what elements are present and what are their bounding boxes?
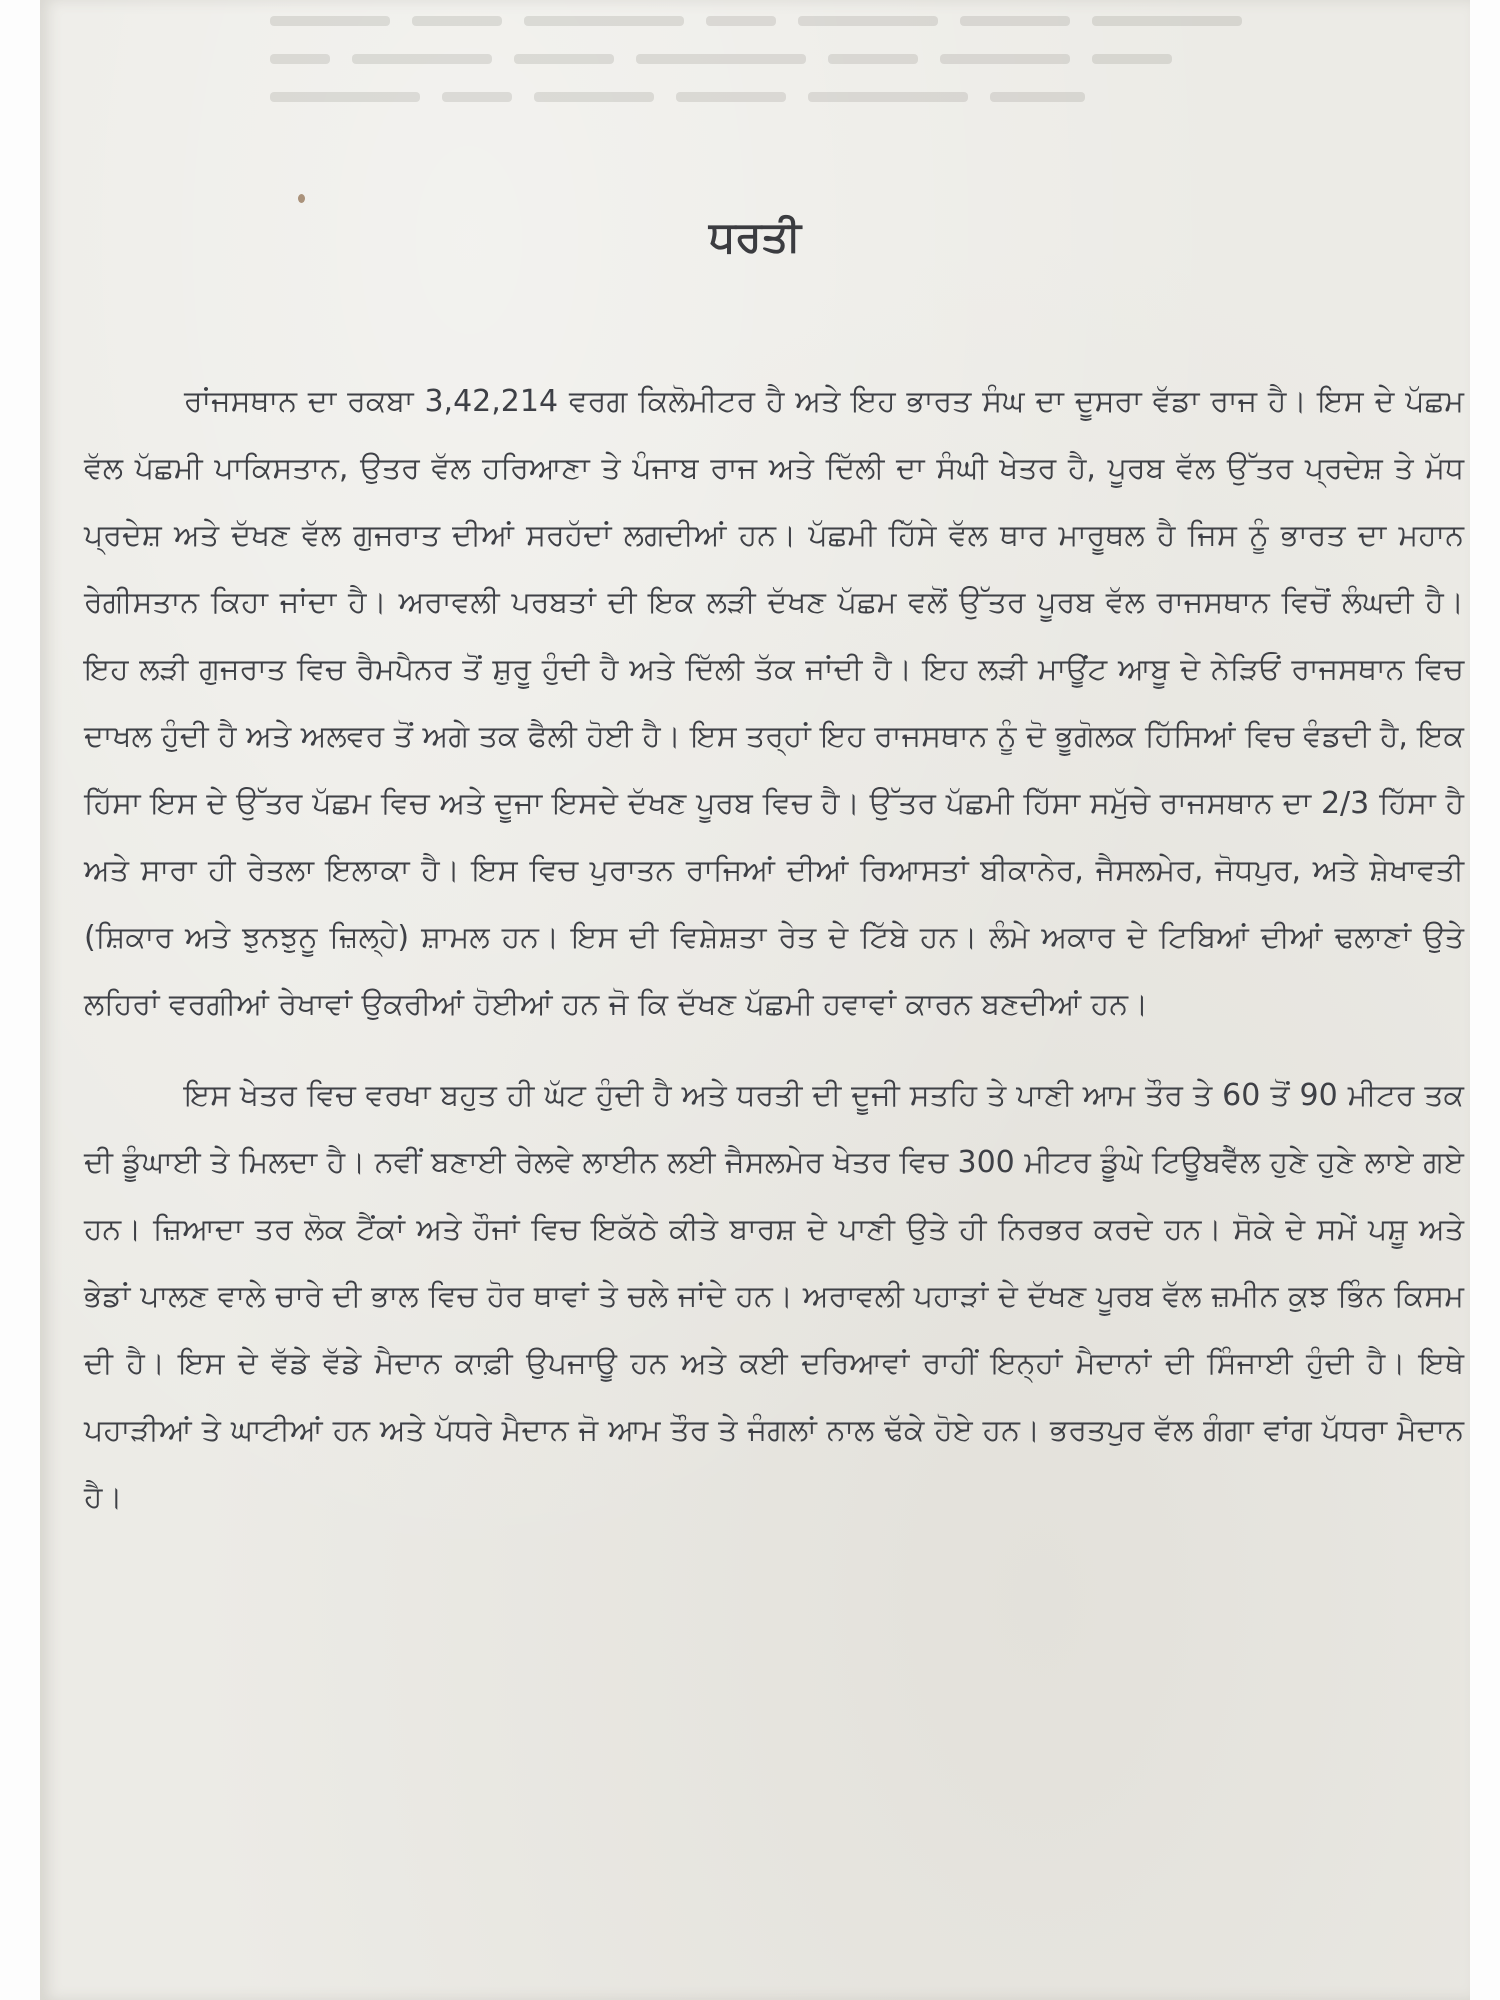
body-text (84, 368, 1464, 1531)
show-through-text (40, 0, 1470, 140)
paragraph: ਇਸ ਖੇਤਰ ਵਿਚ ਵਰਖਾ ਬਹੁਤ ਹੀ ਘੱਟ ਹੁੰਦੀ ਹੈ ਅਤੇ ਧਰਤੀ ਦੀ ਦੂਜੀ ਸਤਹਿ ਤੇ ਪਾਣੀ ਆਮ ਤੌਰ ਤੇ 60 ਤੋਂ 90 ਮੀਟਰ ਤਕ ਦੀ ਡੂੰਘਾਈ ਤੇ ਮਿਲਦਾ ਹੈ। ਨਵੀਂ ਬਣਾਈ ਰੇਲਵੇ ਲਾਈਨ ਲਈ ਜੈਸਲਮੇਰ ਖੇਤਰ ਵਿਚ 300 ਮੀਟਰ ਡੂੰਘੇ ਟਿਊਬਵੈੱਲ ਹੁਣੇ ਹੁਣੇ ਲਾਏ ਗਏ ਹਨ। ਜ਼ਿਆਦਾ ਤਰ ਲੋਕ ਟੈਂਕਾਂ ਅਤੇ ਹੌਜਾਂ ਵਿਚ ਇਕੱਠੇ ਕੀਤੇ ਬਾਰਸ਼ ਦੇ ਪਾਣੀ ਉਤੇ ਹੀ ਨਿਰਭਰ ਕਰਦੇ ਹਨ। ਸੋਕੇ ਦੇ ਸਮੇਂ ਪਸ਼ੂ ਅਤੇ ਭੇਡਾਂ ਪਾਲਣ ਵਾਲੇ ਚਾਰੇ ਦੀ ਭਾਲ ਵਿਚ ਹੋਰ ਥਾਵਾਂ ਤੇ ਚਲੇ ਜਾਂਦੇ ਹਨ। ਅਰਾਵਲੀ ਪਹਾੜਾਂ ਦੇ ਦੱਖਣ ਪੂਰਬ ਵੱਲ ਜ਼ਮੀਨ ਕੁਝ ਭਿੰਨ ਕਿਸਮ ਦੀ ਹੈ। ਇਸ ਦੇ ਵੱਡੇ ਵੱਡੇ ਮੈਦਾਨ ਕਾਫ਼ੀ ਉਪਜਾਊ ਹਨ ਅਤੇ ਕਈ ਦਰਿਆਵਾਂ ਰਾਹੀਂ ਇਨ੍ਹਾਂ ਮੈਦਾਨਾਂ ਦੀ ਸਿੰਜਾਈ ਹੁੰਦੀ ਹੈ। ਇਥੇ ਪਹਾੜੀਆਂ ਤੇ ਘਾਟੀਆਂ ਹਨ ਅਤੇ ਪੱਧਰੇ ਮੈਦਾਨ ਜੋ ਆਮ ਤੌਰ ਤੇ ਜੰਗਲਾਂ ਨਾਲ ਢੱਕੇ ਹੋਏ ਹਨ। ਭਰਤਪੁਰ ਵੱਲ ਗੰਗਾ ਵਾਂਗ ਪੱਧਰਾ ਮੈਦਾਨ ਹੈ। (84, 1078, 1464, 1515)
book-page (40, 0, 1470, 2000)
paper-speck (298, 194, 305, 203)
page-title: ਧਰਤੀ (708, 212, 802, 261)
paragraph: ਰਾਂਜਸਥਾਨ ਦਾ ਰਕਬਾ 3,42,214 ਵਰਗ ਕਿਲੋਮੀਟਰ ਹੈ ਅਤੇ ਇਹ ਭਾਰਤ ਸੰਘ ਦਾ ਦੂਸਰਾ ਵੱਡਾ ਰਾਜ ਹੈ। ਇਸ ਦੇ ਪੱਛਮ ਵੱਲ ਪੱਛਮੀ ਪਾਕਿਸਤਾਨ, ਉਤਰ ਵੱਲ ਹਰਿਆਣਾ ਤੇ ਪੰਜਾਬ ਰਾਜ ਅਤੇ ਦਿੱਲੀ ਦਾ ਸੰਘੀ ਖੇਤਰ ਹੈ, ਪੂਰਬ ਵੱਲ ਉੱਤਰ ਪ੍ਰਦੇਸ਼ ਤੇ ਮੱਧ ਪ੍ਰਦੇਸ਼ ਅਤੇ ਦੱਖਣ ਵੱਲ ਗੁਜਰਾਤ ਦੀਆਂ ਸਰਹੱਦਾਂ ਲਗਦੀਆਂ ਹਨ। ਪੱਛਮੀ ਹਿੱਸੇ ਵੱਲ ਥਾਰ ਮਾਰੂਥਲ ਹੈ ਜਿਸ ਨੂੰ ਭਾਰਤ ਦਾ ਮਹਾਨ ਰੇਗੀਸਤਾਨ ਕਿਹਾ ਜਾਂਦਾ ਹੈ। ਅਰਾਵਲੀ ਪਰਬਤਾਂ ਦੀ ਇਕ ਲੜੀ ਦੱਖਣ ਪੱਛਮ ਵਲੋਂ ਉੱਤਰ ਪੂਰਬ ਵੱਲ ਰਾਜਸਥਾਨ ਵਿਚੋਂ ਲੰਘਦੀ ਹੈ। ਇਹ ਲੜੀ ਗੁਜਰਾਤ ਵਿਚ ਰੈਮਪੈਨਰ ਤੋਂ ਸ਼ੁਰੂ ਹੁੰਦੀ ਹੈ ਅਤੇ ਦਿੱਲੀ ਤੱਕ ਜਾਂਦੀ ਹੈ। ਇਹ ਲੜੀ ਮਾਊਂਟ ਆਬੂ ਦੇ ਨੇੜਿਓਂ ਰਾਜਸਥਾਨ ਵਿਚ ਦਾਖਲ ਹੁੰਦੀ ਹੈ ਅਤੇ ਅਲਵਰ ਤੋਂ ਅਗੇ ਤਕ ਫੈਲੀ ਹੋਈ ਹੈ। ਇਸ ਤਰ੍ਹਾਂ ਇਹ ਰਾਜਸਥਾਨ ਨੂੰ ਦੋ ਭੂਗੋਲਕ ਹਿੱਸਿਆਂ ਵਿਚ ਵੰਡਦੀ ਹੈ, ਇਕ ਹਿੱਸਾ ਇਸ ਦੇ ਉੱਤਰ ਪੱਛਮ ਵਿਚ ਅਤੇ ਦੂਜਾ ਇਸਦੇ ਦੱਖਣ ਪੂਰਬ ਵਿਚ ਹੈ। ਉੱਤਰ ਪੱਛਮੀ ਹਿੱਸਾ ਸਮੁੱਚੇ ਰਾਜਸਥਾਨ ਦਾ 2/3 ਹਿੱਸਾ ਹੈ ਅਤੇ ਸਾਰਾ ਹੀ ਰੇਤਲਾ ਇਲਾਕਾ ਹੈ। ਇਸ ਵਿਚ ਪੁਰਾਤਨ ਰਾਜਿਆਂ ਦੀਆਂ ਰਿਆਸਤਾਂ ਬੀਕਾਨੇਰ, ਜੈਸਲਮੇਰ, ਜੋਧਪੁਰ, ਅਤੇ ਸ਼ੇਖਾਵਤੀ (ਸ਼ਿਕਾਰ ਅਤੇ ਝੁਨਝੁਨੂ ਜ਼ਿਲ੍ਹੇ) ਸ਼ਾਮਲ ਹਨ। ਇਸ ਦੀ ਵਿਸ਼ੇਸ਼ਤਾ ਰੇਤ ਦੇ ਟਿੱਬੇ ਹਨ। ਲੰਮੇ ਅਕਾਰ ਦੇ ਟਿਬਿਆਂ ਦੀਆਂ ਢਲਾਣਾਂ ਉਤੇ ਲਹਿਰਾਂ ਵਰਗੀਆਂ ਰੇਖਾਵਾਂ ਉਕਰੀਆਂ ਹੋਈਆਂ ਹਨ ਜੋ ਕਿ ਦੱਖਣ ਪੱਛਮੀ ਹਵਾਵਾਂ ਕਾਰਨ ਬਣਦੀਆਂ ਹਨ। (84, 384, 1465, 1022)
